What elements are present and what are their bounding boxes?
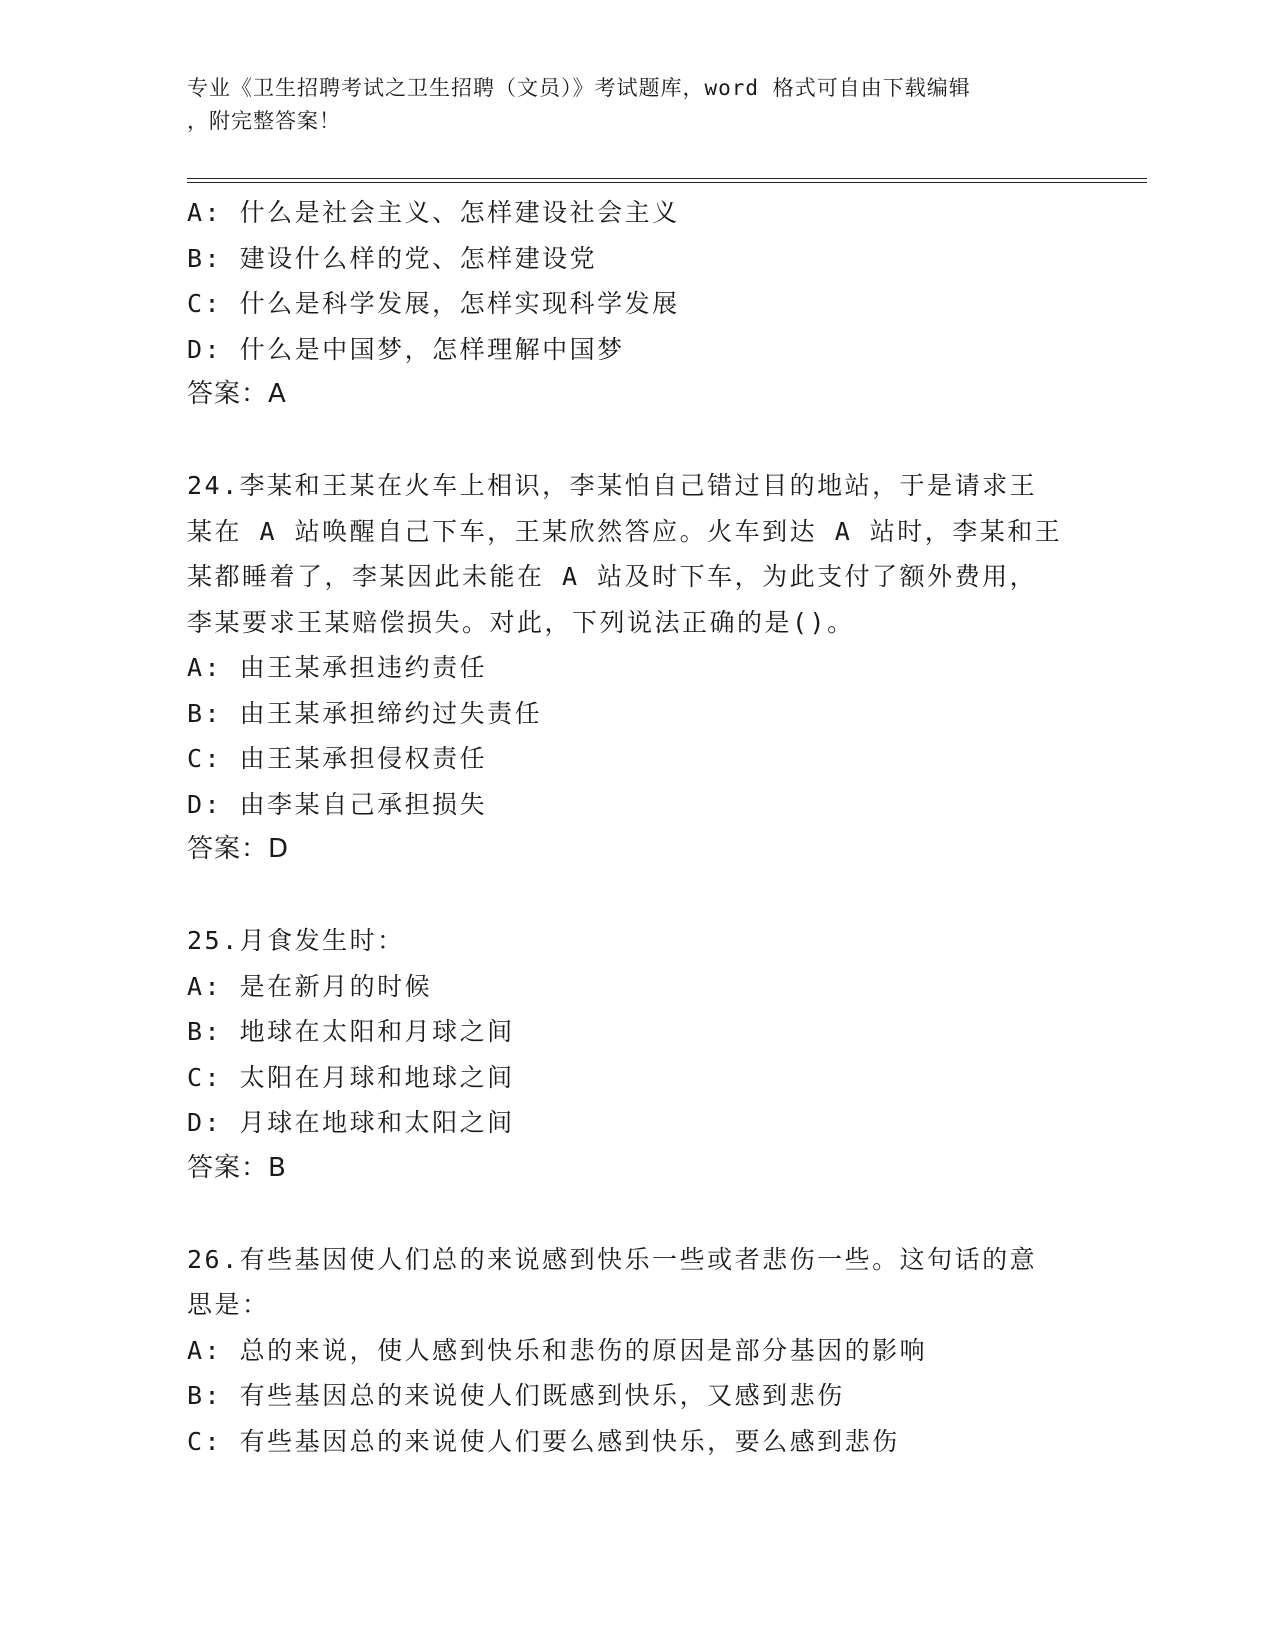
- answer: 答案：D: [187, 834, 290, 864]
- option-a: A: 由王某承担违约责任: [187, 653, 488, 682]
- header-line-2: ，附完整答案！: [187, 109, 341, 133]
- option-c: C: 由王某承担侵权责任: [187, 744, 488, 773]
- option-d: D: 月球在地球和太阳之间: [187, 1108, 515, 1137]
- option-a: A: 总的来说，使人感到快乐和悲伤的原因是部分基因的影响: [187, 1335, 928, 1365]
- question-stem-line: 26.有些基因使人们总的来说感到快乐一些或者悲伤一些。这句话的意: [187, 1244, 1038, 1274]
- option-b: B: 有些基因总的来说使人们既感到快乐，又感到悲伤: [187, 1381, 845, 1410]
- option-b: B: 由王某承担缔约过失责任: [187, 698, 543, 728]
- question-26: [187, 1237, 1147, 1465]
- question-24: [187, 463, 1147, 873]
- question-stem-line: 某都睡着了，李某因此未能在 A 站及时下车，为此支付了额外费用，: [187, 562, 1038, 591]
- document-header: [187, 72, 1087, 138]
- spacer: [187, 873, 1147, 919]
- question-25: [187, 918, 1147, 1191]
- option-b: B: 地球在太阳和月球之间: [187, 1017, 515, 1046]
- question-stem-line: 某在 A 站唤醒自己下车，王某欣然答应。火车到达 A 站时，李某和王: [187, 516, 1063, 546]
- question-list: [187, 190, 1147, 1464]
- header-divider: [187, 178, 1147, 183]
- question-stem-line: 25.月食发生时：: [187, 926, 405, 955]
- option-c: C: 太阳在月球和地球之间: [187, 1062, 515, 1092]
- option-c: C: 什么是科学发展，怎样实现科学发展: [187, 289, 680, 318]
- answer: 答案：A: [187, 379, 287, 409]
- option-b: B: 建设什么样的党、怎样建设党: [187, 243, 598, 273]
- question-stem-line: 李某要求王某赔偿损失。对此，下列说法正确的是()。: [187, 607, 855, 637]
- spacer: [187, 418, 1147, 464]
- answer: 答案：B: [187, 1152, 287, 1183]
- question-stem-line: 思是：: [187, 1290, 270, 1319]
- option-d: D: 由李某自己承担损失: [187, 789, 488, 819]
- question-23: [187, 190, 1147, 418]
- option-d: D: 什么是中国梦，怎样理解中国梦: [187, 334, 625, 364]
- option-c: C: 有些基因总的来说使人们要么感到快乐，要么感到悲伤: [187, 1426, 900, 1456]
- option-a: A: 什么是社会主义、怎样建设社会主义: [187, 198, 680, 227]
- header-line-1: 专业《卫生招聘考试之卫生招聘（文员）》考试题库，word 格式可自由下载编辑: [187, 76, 971, 100]
- question-stem-line: 24.李某和王某在火车上相识，李某怕自己错过目的地站，于是请求王: [187, 471, 1038, 500]
- spacer: [187, 1191, 1147, 1237]
- option-a: A: 是在新月的时候: [187, 971, 433, 1001]
